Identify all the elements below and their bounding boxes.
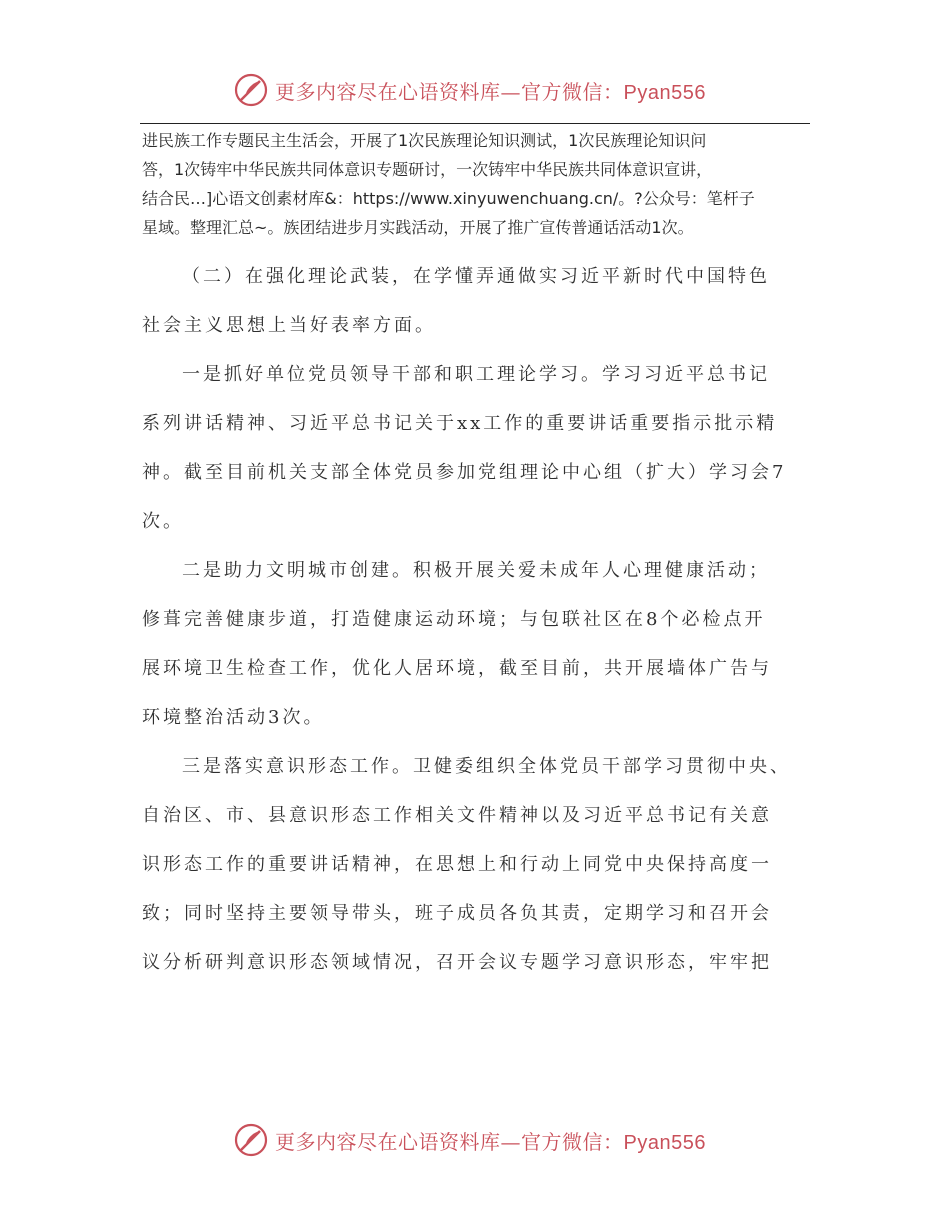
paragraph-civilized-city	[142, 546, 812, 742]
text-line: 次。	[142, 511, 184, 532]
text-line: 环境整治活动3次。	[142, 707, 325, 728]
text-line: 展环境卫生检查工作，优化人居环境，截至目前，共开展墙体广告与	[142, 658, 772, 679]
quill-logo-icon	[233, 1122, 269, 1158]
text-line: 神。截至目前机关支部全体党员参加党组理论中心组（扩大）学习会7	[142, 462, 787, 483]
wechat-id: Pyan556	[623, 1131, 706, 1154]
footer-banner	[233, 1120, 706, 1160]
banner-text: 更多内容尽在心语资料库—官方微信：	[275, 1129, 624, 1154]
quill-logo-icon	[233, 72, 269, 108]
text-line: 三是落实意识形态工作。卫健委组织全体党员干部学习贯彻中央、	[182, 756, 791, 777]
banner-text: 更多内容尽在心语资料库—官方微信：	[275, 79, 624, 104]
text-line: 一是抓好单位党员领导干部和职工理论学习。学习习近平总书记	[182, 364, 770, 385]
text-line: 系列讲话精神、习近平总书记关于xx工作的重要讲话重要指示批示精	[142, 413, 778, 434]
text-line: 答，1次铸牢中华民族共同体意识专题研讨，一次铸牢中华民族共同体意识宣讲，	[142, 160, 713, 179]
text-line: 社会主义思想上当好表率方面。	[142, 315, 436, 336]
text-line: 议分析研判意识形态领域情况，召开会议专题学习意识形态，牢牢把	[142, 952, 772, 973]
text-line: 二是助力文明城市创建。积极开展关爱未成年人心理健康活动；	[182, 560, 770, 581]
text-line: 致；同时坚持主要领导带头，班子成员各负其责，定期学习和召开会	[142, 903, 772, 924]
document-body	[142, 126, 812, 987]
text-line: 自治区、市、县意识形态工作相关文件精神以及习近平总书记有关意	[142, 805, 772, 826]
text-line: 星域。整理汇总~。族团结进步月实践活动，开展了推广宣传普通话活动1次。	[142, 218, 694, 237]
text-line: 结合民…]心语文创素材库&：https://www.xinyuwenchuang.cn/。?公众号：笔杆子	[142, 189, 755, 208]
text-line: 进民族工作专题民主生活会，开展了1次民族理论知识测试，1次民族理论知识问	[142, 131, 707, 150]
text-line: 识形态工作的重要讲话精神，在思想上和行动上同党中央保持高度一	[142, 854, 772, 875]
paragraph-theory-study	[142, 350, 812, 546]
text-line: 修葺完善健康步道，打造健康运动环境；与包联社区在8个必检点开	[142, 609, 766, 630]
header-banner	[233, 70, 706, 110]
header-rule	[140, 123, 810, 124]
wechat-id: Pyan556	[623, 81, 706, 104]
paragraph-ideology-work	[142, 742, 812, 987]
section-heading-2	[142, 252, 812, 350]
text-line: （二）在强化理论武装，在学懂弄通做实习近平新时代中国特色	[182, 266, 770, 287]
paragraph-ethnic-work	[142, 126, 812, 242]
